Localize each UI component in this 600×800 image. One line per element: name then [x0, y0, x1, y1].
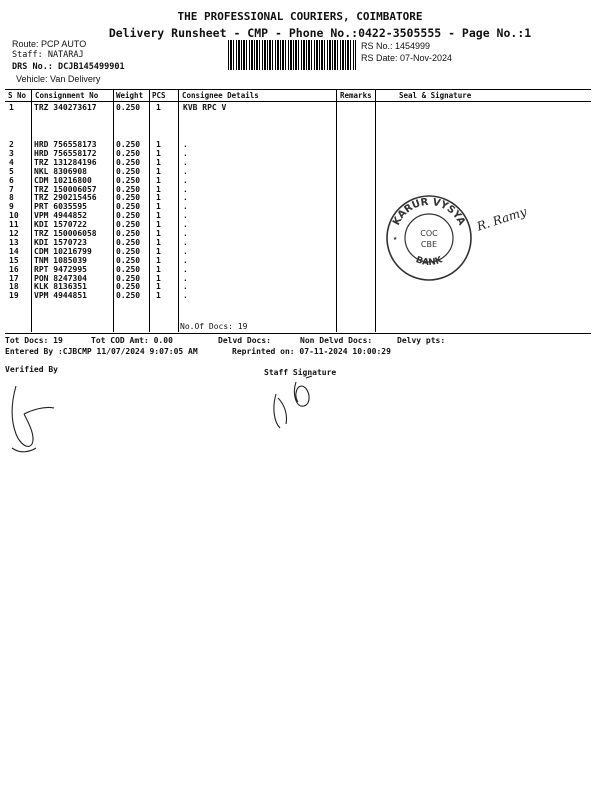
header-sno: S No [8, 91, 27, 100]
row-pcs: 1 [156, 157, 161, 167]
svg-text:BANK [414, 255, 445, 268]
runsheet-subtitle: Delivery Runsheet - CMP - Phone No.:0422-3505555 - Page No.:1 [108, 26, 532, 40]
staff-signature-label: Staff Signature [264, 368, 337, 377]
row-pcs: 1 [156, 175, 161, 185]
stamp-center-line1: COC [420, 229, 438, 238]
staff-label: Staff: NATARAJ [12, 50, 84, 60]
row-consignee: . [183, 264, 188, 274]
row-consignee: . [183, 273, 188, 283]
row-consignee: . [183, 193, 188, 203]
row-consignee: . [183, 148, 188, 158]
row-pcs: 1 [156, 140, 161, 149]
row-sno: 10 [9, 211, 19, 221]
no-of-docs: No.Of Docs: 19 [180, 322, 248, 331]
row-pcs: 1 [156, 229, 161, 238]
entered-by: Entered By :CJBCMP 11/07/2024 9:07:05 AM [5, 347, 198, 356]
header-consignment: Consignment No [35, 91, 99, 100]
row-sno: 17 [9, 273, 19, 283]
row-pcs: 1 [156, 246, 161, 256]
row-consignment-no: PON 8247304 [34, 273, 87, 283]
row-weight: 0.250 [116, 273, 141, 283]
verifier-signature [2, 378, 62, 458]
row-pcs: 1 [156, 193, 161, 203]
row-consignee: . [183, 282, 188, 292]
row-consignee: . [183, 184, 188, 194]
row-sno: 5 [9, 166, 14, 176]
row-weight: 0.250 [116, 282, 141, 292]
staff-signature [266, 374, 326, 434]
row-pcs: 1 [156, 166, 161, 176]
row-sno: 18 [9, 282, 19, 292]
row-consignment-no: KDI 1570723 [34, 237, 87, 247]
row-consignment-no: RPT 9472995 [34, 264, 87, 274]
row-consignment-no: TRZ 131284196 [34, 157, 97, 167]
row-consignee: . [183, 246, 188, 256]
row-consignment-no: NKL 8306908 [34, 166, 87, 176]
row-consignee: . [183, 211, 188, 221]
header-seal: Seal & Signature [399, 91, 472, 100]
row-weight: 0.250 [116, 148, 141, 158]
row-consignee: . [183, 237, 188, 247]
row-sno: 1 [9, 103, 14, 112]
header-weight: Weight [116, 91, 144, 100]
row-consignment-no: TRZ 290215456 [34, 193, 97, 203]
col-divider [31, 89, 32, 332]
row-consignee: . [183, 291, 188, 301]
route-label: Route: PCP AUTO [12, 39, 87, 49]
receiver-signature: R. Ramy [475, 204, 529, 234]
col-divider [178, 89, 179, 332]
header-consignee: Consignee Details [182, 91, 259, 100]
row-weight: 0.250 [116, 166, 141, 176]
company-title: THE PROFESSIONAL COURIERS, COIMBATORE [177, 10, 423, 23]
row-consignment-no: KDI 1570722 [34, 220, 87, 230]
row-consignment-no: TRZ 150006057 [34, 184, 97, 194]
vehicle-label: Vehicle: Van Delivery [16, 74, 101, 84]
row-consignee: . [183, 175, 188, 185]
row-pcs: 1 [156, 148, 161, 158]
row-consignee: KVB RPC V [183, 103, 227, 112]
row-weight: 0.250 [116, 193, 141, 203]
row-sno: 15 [9, 255, 19, 265]
row-consignment-no: PRT 6035595 [34, 202, 87, 212]
row-weight: 0.250 [116, 202, 141, 212]
header-pcs: PCS [152, 91, 166, 100]
delivery-points: Delvy pts: [397, 336, 446, 345]
row-sno: 16 [9, 264, 19, 274]
rs-date: RS Date: 07-Nov-2024 [361, 53, 453, 63]
row-consignment-no: CDM 10216800 [34, 175, 92, 185]
row-sno: 19 [9, 291, 19, 301]
total-docs: Tot Docs: 19 [5, 336, 63, 345]
col-divider [375, 89, 376, 332]
row-consignment-no: HRD 756558173 [34, 140, 97, 149]
row-consignment-no: KLK 8136351 [34, 282, 87, 292]
row-consignee: . [183, 220, 188, 230]
row-sno: 4 [9, 157, 14, 167]
row-consignment-no: CDM 10216799 [34, 246, 92, 256]
stamp-star-icon: ★ [393, 234, 398, 242]
header-remarks: Remarks [340, 91, 372, 100]
row-consignment-no: HRD 756558172 [34, 148, 97, 158]
table-header-divider [5, 101, 591, 102]
row-sno: 8 [9, 193, 14, 203]
row-sno: 13 [9, 237, 19, 247]
row-pcs: 1 [156, 273, 161, 283]
barcode [228, 40, 356, 70]
row-sno: 3 [9, 148, 14, 158]
row-consignment-no: TRZ 150006058 [34, 229, 97, 238]
col-divider [336, 89, 337, 332]
reprinted-on: Reprinted on: 07-11-2024 10:00:29 [232, 347, 391, 356]
row-weight: 0.250 [116, 237, 141, 247]
col-divider [149, 89, 150, 332]
row-weight: 0.250 [116, 229, 141, 238]
row-consignee: . [183, 229, 188, 238]
row-consignee: . [183, 140, 188, 149]
row-pcs: 1 [156, 291, 161, 301]
stamp-top-text: KARUR VYSYA [391, 196, 467, 228]
row-consignment-no: TNM 1085039 [34, 255, 87, 265]
row-sno: 11 [9, 220, 19, 230]
row-consignment-no: VPM 4944851 [34, 291, 87, 301]
svg-text:KARUR VYSYA [391, 197, 467, 228]
row-weight: 0.250 [116, 291, 141, 301]
row-pcs: 1 [156, 103, 161, 112]
row-weight: 0.250 [116, 211, 141, 221]
row-consignee: . [183, 166, 188, 176]
stamp-center-line2: CBE [420, 240, 438, 249]
row-weight: 0.250 [116, 157, 141, 167]
row-weight: 0.250 [116, 175, 141, 185]
row-consignment-no: VPM 4944852 [34, 211, 87, 221]
row-weight: 0.250 [116, 140, 141, 149]
row-pcs: 1 [156, 220, 161, 230]
row-consignee: . [183, 157, 188, 167]
rs-number: RS No.: 1454999 [361, 41, 431, 51]
row-pcs: 1 [156, 184, 161, 194]
drs-number: DRS No.: DCJB145499901 [12, 62, 125, 72]
row-weight: 0.250 [116, 246, 141, 256]
row-weight: 0.250 [116, 184, 141, 194]
stamp-bottom-text: BANK [414, 255, 444, 269]
row-consignee: . [183, 202, 188, 212]
row-sno: 9 [9, 202, 14, 212]
row-pcs: 1 [156, 255, 161, 265]
row-sno: 7 [9, 184, 14, 194]
row-sno: 12 [9, 229, 19, 238]
row-sno: 2 [9, 140, 14, 149]
row-sno: 14 [9, 246, 19, 256]
row-consignee: . [183, 255, 188, 265]
row-pcs: 1 [156, 237, 161, 247]
non-delivered-docs: Non Delvd Docs: [300, 336, 373, 345]
row-pcs: 1 [156, 282, 161, 292]
verified-by-label: Verified By [5, 365, 58, 374]
bank-seal-stamp [384, 193, 474, 283]
row-weight: 0.250 [116, 220, 141, 230]
row-pcs: 1 [156, 211, 161, 221]
row-pcs: 1 [156, 202, 161, 212]
row-weight: 0.250 [116, 264, 141, 274]
col-divider [113, 89, 114, 332]
row-weight: 0.250 [116, 103, 141, 112]
row-pcs: 1 [156, 264, 161, 274]
total-cod-amount: Tot COD Amt: 0.00 [91, 336, 173, 345]
row-consignment-no: TRZ 340273617 [34, 103, 97, 112]
row-sno: 6 [9, 175, 14, 185]
row-weight: 0.250 [116, 255, 141, 265]
delivered-docs: Delvd Docs: [218, 336, 271, 345]
